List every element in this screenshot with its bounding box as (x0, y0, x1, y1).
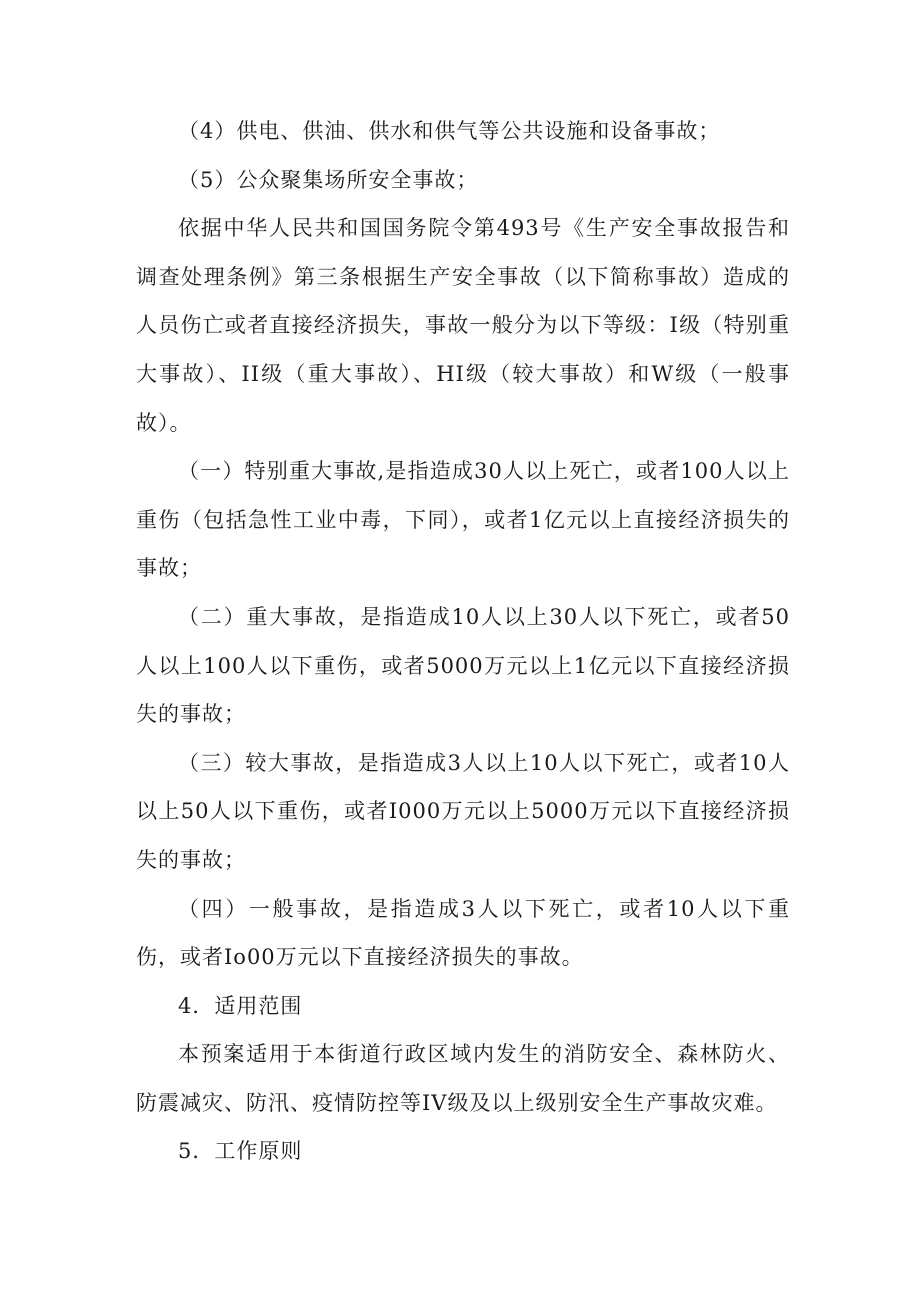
paragraph-accident-classification: 依据中华人民共和国国务院令第493号《生产安全事故报告和调查处理条例》第三条根据生产安全事故（以下简称事故）造成的人员伤亡或者直接经济损失，事故一般分为以下等级：I级（特别重大事故）、II级（重大事故）、HI级（较大事故）和W级（一般事故）。 (136, 216, 790, 435)
list-item-public-facilities: （4）供电、供油、供水和供气等公共设施和设备事故； (178, 119, 721, 143)
paragraph-level-2: （二）重大事故，是指造成10人以上30人以下死亡，或者50人以上100人以下重伤，或者5000万元以上1亿元以下直接经济损失的事故； (136, 604, 790, 727)
section-heading-principles: 5．工作原则 (178, 1139, 303, 1164)
section-heading-scope: 4．适用范围 (178, 993, 303, 1018)
paragraph-level-3: （三）较大事故，是指造成3人以上10人以下死亡，或者10人以上50人以下重伤，或者I000万元以上5000万元以下直接经济损失的事故； (136, 750, 790, 872)
list-item-public-venues: （5）公众聚集场所安全事故； (178, 167, 479, 192)
paragraph-scope: 本预案适用于本街道行政区域内发生的消防安全、森林防火、防震减灾、防汛、疫情防控等IV级及以上级别安全生产事故灾难。 (136, 1042, 790, 1115)
paragraph-level-1: （一）特别重大事故,是指造成30人以上死亡，或者100人以上重伤（包括急性工业中毒，下同），或者1亿元以上直接经济损失的事故； (136, 459, 790, 581)
paragraph-level-4: （四）一般事故，是指造成3人以下死亡，或者10人以下重伤，或者Io00万元以下直接经济损失的事故。 (136, 896, 790, 970)
document-page (136, 107, 790, 1176)
